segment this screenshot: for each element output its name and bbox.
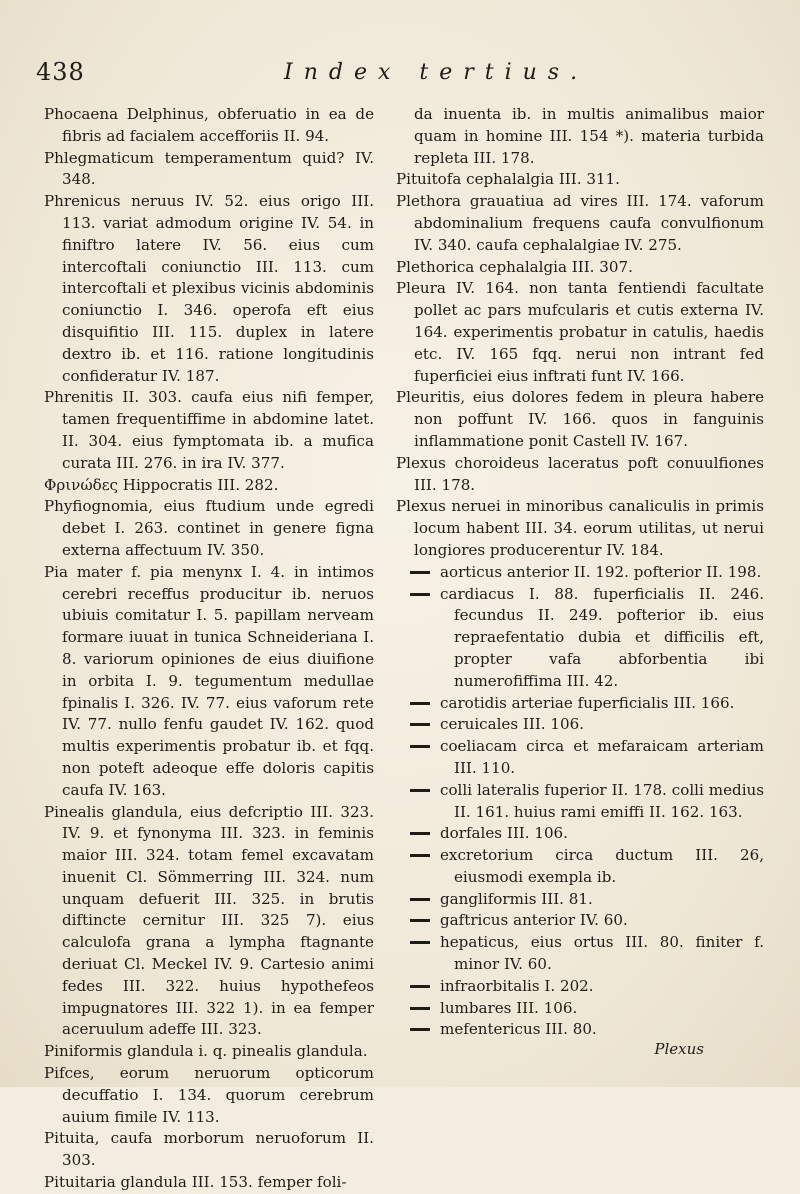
subentry-text: aorticus anterior II. 192. pofterior II. 198. bbox=[440, 562, 762, 581]
subentry-text: coeliacam circa et mefaraicam arteriam III. 110. bbox=[440, 737, 764, 777]
ditto-dash-icon bbox=[396, 562, 440, 574]
left-column bbox=[44, 104, 374, 1192]
index-subentry bbox=[396, 976, 764, 998]
index-columns bbox=[44, 104, 764, 1192]
subentry-text: ceruicales III. 106. bbox=[440, 715, 584, 734]
index-entry: da inuenta ib. in multis animalibus maior quam in homine III. 154 *). materia turbida repleta III. 178. bbox=[414, 105, 764, 167]
ditto-dash-icon bbox=[396, 823, 440, 835]
index-entry: Pituita, caufa morborum neruoforum II. 303. bbox=[44, 1129, 374, 1170]
index-entry: Pia mater f. pia menynx I. 4. in intimos cerebri receffus producitur ib. neruos ubiuis comitatur I. 5. papillam nerveam formare iuuat in tunica Schneideriana I. 8. variorum opiniones de eius diuifione in orbita I. 9. tegumentum medullae fpinalis I. 326. IV. 77. eius vaforum rete IV. 77. nullo fenfu gaudet IV. 162. quod multis experimentis probatur ib. et fqq. non poteft adeoque effe doloris capitis caufa IV. 163. bbox=[44, 562, 374, 799]
index-entry: Plethorica cephalalgia III. 307. bbox=[396, 257, 633, 276]
index-subentry bbox=[396, 780, 764, 824]
ditto-dash-icon bbox=[396, 845, 440, 857]
subentry-text: colli lateralis fuperior II. 178. colli medius II. 161. huius rami emiffi II. 162. 163. bbox=[440, 780, 764, 821]
ditto-dash-icon bbox=[396, 1019, 440, 1031]
index-subentry bbox=[396, 736, 764, 780]
index-entry: Plexus neruei in minoribus canaliculis in primis locum habent III. 34. eorum utilitas, ut nerui longiores producerentur IV. 184. bbox=[396, 497, 764, 559]
index-subentry bbox=[396, 693, 764, 715]
index-subentry bbox=[396, 823, 764, 845]
ditto-dash-icon bbox=[396, 998, 440, 1010]
index-subentry bbox=[396, 714, 764, 736]
subentry-text: lumbares III. 106. bbox=[440, 998, 578, 1017]
index-entry: Pleura IV. 164. non tanta fentiendi facultate pollet ac pars mufcularis et cutis externa IV. 164. experimentis probatur in catulis, haedis etc. IV. 165 fqq. nerui non intrant fed fuperficiei eius inftrati funt IV. 166. bbox=[396, 279, 764, 385]
page-number: 438 bbox=[36, 58, 85, 86]
index-subentry bbox=[396, 584, 764, 693]
index-entry: Phyfiognomia, eius ftudium unde egredi debet I. 263. continet in genere figna externa affectuum IV. 350. bbox=[44, 497, 374, 559]
index-entry: Phocaena Delphinus, obferuatio in ea de fibris ad facialem accefforiis II. 94. bbox=[44, 105, 374, 145]
subentry-text: hepaticus, eius ortus III. 80. finiter f. minor IV. 60. bbox=[440, 933, 764, 974]
subentry-text: excretorium circa ductum III. 26, eiusmodi exempla ib. bbox=[440, 846, 764, 886]
index-entry: Plexus choroideus laceratus poft conuulfiones III. 178. bbox=[396, 453, 764, 494]
index-subentry bbox=[396, 889, 764, 911]
ditto-dash-icon bbox=[396, 780, 440, 792]
index-entry: Piniformis glandula i. q. pinealis glandula. bbox=[44, 1042, 368, 1061]
index-subentry bbox=[396, 562, 764, 584]
index-entry: Pleuritis, eius dolores fedem in pleura habere non poffunt IV. 166. quos in fanguinis inflammatione ponit Castell IV. 167. bbox=[396, 388, 764, 450]
index-entry: Plethora grauatiua ad vires III. 174. vaforum abdominalium frequens caufa convulfionum IV. 340. caufa cephalalgiae IV. 275. bbox=[396, 192, 764, 254]
index-entry: Phlegmaticum temperamentum quid? IV. 348. bbox=[44, 148, 374, 189]
ditto-dash-icon bbox=[396, 932, 440, 944]
index-subentry bbox=[396, 845, 764, 889]
index-entry: Phrenitis II. 303. caufa eius nifi femper, tamen frequentiffime in abdomine latet. II. 304. eius fymptomata ib. a mufica curata III. 276. in ira IV. 377. bbox=[44, 388, 374, 472]
right-column bbox=[396, 104, 764, 1039]
ditto-dash-icon bbox=[396, 889, 440, 901]
subentry-text: gaftricus anterior IV. 60. bbox=[440, 911, 628, 930]
subentry-text: carotidis arteriae fuperficialis III. 166. bbox=[440, 693, 735, 712]
ditto-dash-icon bbox=[396, 910, 440, 922]
subentry-text: gangliformis III. 81. bbox=[440, 889, 593, 908]
index-subentry bbox=[396, 998, 764, 1020]
subentry-text: cardiacus I. 88. fuperficialis II. 246. fecundus II. 249. pofterior ib. eius repraefentatio dubia et difficilis eft, propter vafa abforbentia ibi numerofiffima III. 42. bbox=[440, 584, 764, 690]
index-entry: Pifces, eorum neruorum opticorum decuffatio I. 134. quorum cerebrum auium fimile IV. 113. bbox=[44, 1064, 374, 1126]
ditto-dash-icon bbox=[396, 693, 440, 705]
ditto-dash-icon bbox=[396, 976, 440, 988]
index-entry: Φρινώδες Hippocratis III. 282. bbox=[44, 475, 279, 494]
index-subentry bbox=[396, 932, 764, 976]
right-column-entries bbox=[396, 104, 764, 562]
ditto-dash-icon bbox=[396, 736, 440, 748]
index-subentry bbox=[396, 1019, 764, 1041]
running-title: Index tertius. bbox=[284, 60, 589, 85]
index-entry: Pituitofa cephalalgia III. 311. bbox=[396, 170, 620, 189]
ditto-dash-icon bbox=[396, 584, 440, 596]
subentry-text: mefentericus III. 80. bbox=[440, 1020, 597, 1039]
subentry-text: dorfales III. 106. bbox=[440, 824, 568, 843]
plexus-subentries bbox=[396, 562, 764, 1042]
subentry-text: infraorbitalis I. 202. bbox=[440, 976, 594, 995]
ditto-dash-icon bbox=[396, 714, 440, 726]
index-subentry bbox=[396, 910, 764, 932]
index-entry: Pinealis glandula, eius defcriptio III. 323. IV. 9. et fynonyma III. 323. in feminis maior III. 324. totam femel excavatam inuenit Cl. Sömmerring III. 324. num unquam defuerit III. 325. in brutis diftincte cernitur III. 325 7). eius calculofa grana a lympha ftagnante deriuat Cl. Meckel IV. 9. Cartesio animi fedes III. 322. huius hypothefeos impugnatores III. 322 1). in ea femper aceruulum adeffe III. 323. bbox=[44, 802, 374, 1039]
page-header bbox=[36, 58, 760, 92]
catchword: Plexus bbox=[654, 1040, 704, 1058]
index-entry: Pituitaria glandula III. 153. femper foli- bbox=[44, 1173, 347, 1192]
index-entry: Phrenicus neruus IV. 52. eius origo III. 113. variat admodum origine IV. 54. in finiftro latere IV. 56. eius cum intercoftali coniunctio III. 113. cum intercoftali et plexibus vicinis abdominis coniunctio I. 346. operofa eft eius disquifitio III. 115. duplex in latere dextro ib. et 116. ratione longitudinis confideratur IV. 187. bbox=[44, 192, 374, 385]
